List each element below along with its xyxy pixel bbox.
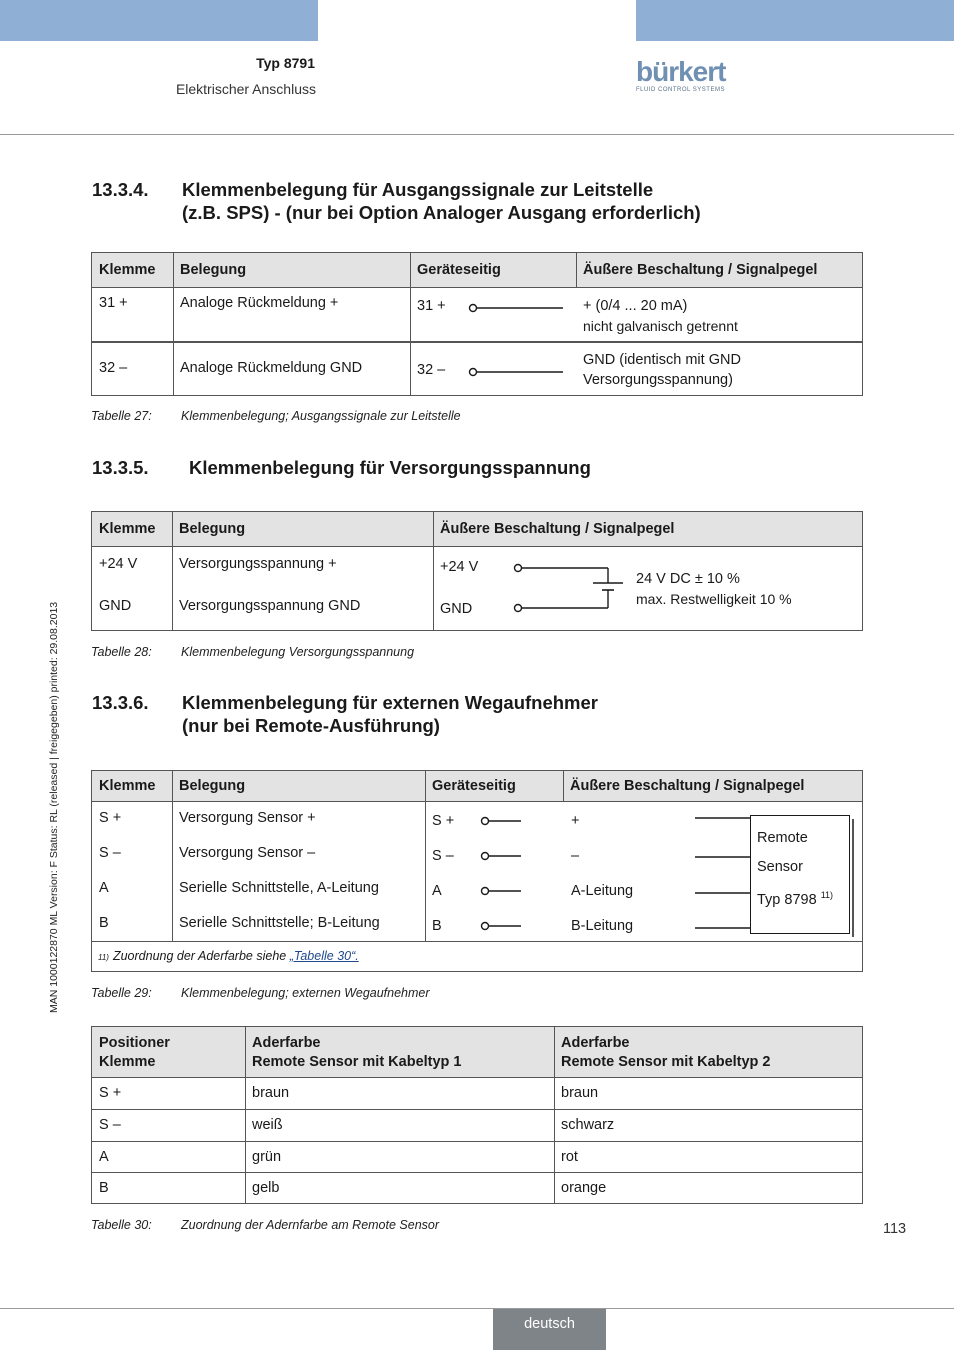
- buerkert-logo: [636, 58, 736, 98]
- table-cell: Versorgungsspannung): [583, 372, 733, 388]
- table-caption-28: [91, 645, 415, 659]
- table-header-belegung: Belegung: [173, 253, 410, 287]
- table-cell: S –: [99, 1117, 121, 1133]
- remote-sensor-type: Typ 8798: [757, 891, 817, 908]
- table-cell: B-Leitung: [571, 918, 634, 934]
- language-tab[interactable]: deutsch: [493, 1309, 606, 1350]
- caption-text: Klemmenbelegung Versorgungsspannung: [181, 645, 415, 659]
- section-title-13-3-5: [92, 456, 872, 479]
- table-30: [91, 1026, 863, 1204]
- terminal-wire-icon: [467, 366, 567, 378]
- remote-sensor-label-2: Sensor: [757, 859, 803, 875]
- table-header-signalpegel: Äußere Beschaltung / Signalpegel: [576, 253, 862, 287]
- table-cell: schwarz: [561, 1117, 615, 1133]
- table-cell: Serielle Schnittstelle; B-Leitung: [179, 915, 380, 931]
- table-cell: + (0/4 ... 20 mA): [583, 298, 688, 314]
- table-header-klemme: Klemme: [92, 512, 172, 546]
- row-divider: [92, 341, 862, 343]
- table-cell: S –: [99, 845, 121, 861]
- header-divider: [0, 134, 954, 135]
- table-cell: A: [99, 1149, 109, 1165]
- col-divider: [410, 253, 411, 395]
- table-cell: GND: [99, 598, 132, 614]
- table-cell: 32 –: [417, 362, 446, 378]
- table-header-klemme: [92, 1027, 245, 1077]
- table-29: [91, 770, 863, 972]
- table-cell: Versorgung Sensor –: [179, 845, 316, 861]
- table-cell: –: [571, 848, 580, 864]
- table-header-kabeltyp-2: [554, 1027, 862, 1077]
- table-cell: Versorgungsspannung GND: [179, 598, 361, 614]
- section-title-line2: (z.B. SPS) - (nur bei Option Analoger Ausgang erforderlich): [182, 202, 701, 223]
- table-header-klemme: Klemme: [92, 253, 173, 287]
- section-title-line2: (nur bei Remote-Ausführung): [182, 715, 440, 736]
- table-header-signalpegel: Äußere Beschaltung / Signalpegel: [563, 771, 862, 801]
- table-cell: 31 +: [417, 298, 446, 314]
- table-cell: B: [99, 1180, 109, 1196]
- section-number: 13.3.6.: [92, 692, 149, 713]
- table-cell: Serielle Schnittstelle, A-Leitung: [179, 880, 379, 896]
- col-divider: [425, 771, 426, 941]
- table-cell: Versorgungsspannung +: [179, 556, 337, 572]
- table-28: [91, 511, 863, 631]
- footer-divider: [0, 1308, 954, 1309]
- header-line: Remote Sensor mit Kabeltyp 1: [252, 1054, 462, 1070]
- page-number: 113: [883, 1221, 907, 1237]
- remote-sensor-label-3: [757, 886, 833, 910]
- remote-sensor-lines-icon: [695, 811, 751, 936]
- caption-label: Tabelle 28:: [91, 645, 152, 659]
- header-bar-right: [636, 0, 954, 41]
- section-title-line1: Klemmenbelegung für Ausgangssignale zur Leitstelle: [182, 179, 654, 200]
- table-cell: weiß: [252, 1117, 283, 1133]
- table-cell: grün: [252, 1149, 282, 1165]
- col-divider: [554, 1027, 555, 1203]
- col-divider: [172, 771, 173, 941]
- row-divider: [92, 1077, 862, 1078]
- header-bar-left: [0, 0, 318, 41]
- table-cell: +: [571, 813, 580, 829]
- row-divider: [92, 1109, 862, 1110]
- table-cell: gelb: [252, 1180, 280, 1196]
- table-cell: Analoge Rückmeldung GND: [180, 360, 363, 376]
- document-id-sidebar: MAN 1000122870 ML Version: F Status: RL (released | freigegeben) printed: 29.08.2013: [48, 601, 60, 1013]
- caption-label: Tabelle 30:: [91, 1218, 152, 1232]
- table-caption-27: [91, 409, 461, 423]
- table-cell: braun: [561, 1085, 599, 1101]
- table-cell: Versorgung Sensor +: [179, 810, 316, 826]
- table-cell: GND: [440, 601, 473, 617]
- col-divider: [172, 512, 173, 630]
- footnote-mark: 11): [98, 953, 109, 962]
- table-cell: braun: [252, 1085, 290, 1101]
- table-cell: nicht galvanisch getrennt: [583, 318, 738, 334]
- header-subtitle: Elektrischer Anschluss: [175, 81, 316, 97]
- terminal-wires-icon: [479, 815, 525, 935]
- supply-spec: 24 V DC ± 10 %: [636, 571, 740, 587]
- section-number: 13.3.5.: [92, 457, 149, 478]
- row-divider: [92, 941, 862, 942]
- col-divider: [576, 253, 577, 287]
- row-divider: [92, 546, 862, 547]
- table-header-kabeltyp-1: [245, 1027, 554, 1077]
- row-divider: [92, 1172, 862, 1173]
- section-title-13-3-4: [92, 178, 872, 224]
- section-title-line1: Klemmenbelegung für externen Wegaufnehmer: [182, 692, 598, 713]
- header-line: Klemme: [99, 1054, 156, 1070]
- table-header-klemme: Klemme: [92, 771, 172, 801]
- caption-text: Klemmenbelegung; Ausgangssignale zur Leitstelle: [181, 409, 461, 423]
- section-number: 13.3.4.: [92, 179, 149, 200]
- row-divider: [92, 287, 862, 288]
- row-divider: [92, 1141, 862, 1142]
- remote-sensor-label-1: Remote: [757, 830, 808, 846]
- footnote-text: Zuordnung der Aderfarbe siehe: [112, 949, 290, 963]
- table-header-belegung: Belegung: [172, 512, 433, 546]
- table-cell: orange: [561, 1180, 607, 1196]
- header-line: Positioner: [99, 1035, 170, 1051]
- table-cell: S +: [432, 813, 455, 829]
- table-cell: A: [432, 883, 442, 899]
- table-cell: S +: [99, 1085, 122, 1101]
- header-line: Aderfarbe: [561, 1035, 630, 1051]
- table-27: [91, 252, 863, 396]
- table-cell: A-Leitung: [571, 883, 634, 899]
- table-cell: Analoge Rückmeldung +: [180, 295, 339, 311]
- header-typ: Typ 8791: [256, 55, 315, 71]
- footnote-link[interactable]: „Tabelle 30“.: [289, 949, 359, 963]
- remote-sensor-box: [750, 815, 850, 934]
- table-cell: +24 V: [99, 556, 138, 572]
- dc-source-symbol-icon: [512, 562, 632, 612]
- table-header-belegung: Belegung: [172, 771, 425, 801]
- row-divider: [92, 801, 862, 802]
- table-footnote: [98, 947, 359, 967]
- table-cell: 31 +: [99, 295, 128, 311]
- table-cell: S –: [432, 848, 454, 864]
- table-caption-30: [91, 1218, 440, 1232]
- col-divider: [245, 1027, 246, 1203]
- header-line: Remote Sensor mit Kabeltyp 2: [561, 1054, 771, 1070]
- table-cell: S +: [99, 810, 122, 826]
- caption-text: Zuordnung der Adernfarbe am Remote Sensor: [181, 1218, 440, 1232]
- table-cell: GND (identisch mit GND: [583, 352, 741, 368]
- table-cell: rot: [561, 1149, 578, 1165]
- logo-wordmark: bürkert: [636, 56, 726, 87]
- terminal-wire-icon: [467, 302, 567, 314]
- table-cell: B: [432, 918, 442, 934]
- section-title-13-3-6: [92, 691, 872, 737]
- col-divider: [563, 771, 564, 801]
- section-title: Klemmenbelegung für Versorgungsspannung: [189, 457, 591, 478]
- caption-label: Tabelle 29:: [91, 986, 152, 1000]
- table-caption-29: [91, 986, 430, 1000]
- table-cell: +24 V: [440, 559, 479, 575]
- caption-text: Klemmenbelegung; externen Wegaufnehmer: [181, 986, 430, 1000]
- logo-tagline: FLUID CONTROL SYSTEMS: [636, 87, 725, 93]
- caption-label: Tabelle 27:: [91, 409, 152, 423]
- supply-ripple: max. Restwelligkeit 10 %: [636, 591, 792, 607]
- col-divider: [433, 512, 434, 630]
- table-header-geraeteseitig: Geräteseitig: [410, 253, 576, 287]
- footnote-ref: 11): [820, 890, 834, 900]
- table-header-signalpegel: Äußere Beschaltung / Signalpegel: [433, 512, 862, 546]
- table-cell: B: [99, 915, 109, 931]
- col-divider: [173, 253, 174, 395]
- table-cell: A: [99, 880, 109, 896]
- table-cell: 32 –: [99, 360, 128, 376]
- header-line: Aderfarbe: [252, 1035, 321, 1051]
- box-shadow-edge: [852, 819, 854, 937]
- table-header-geraeteseitig: Geräteseitig: [425, 771, 563, 801]
